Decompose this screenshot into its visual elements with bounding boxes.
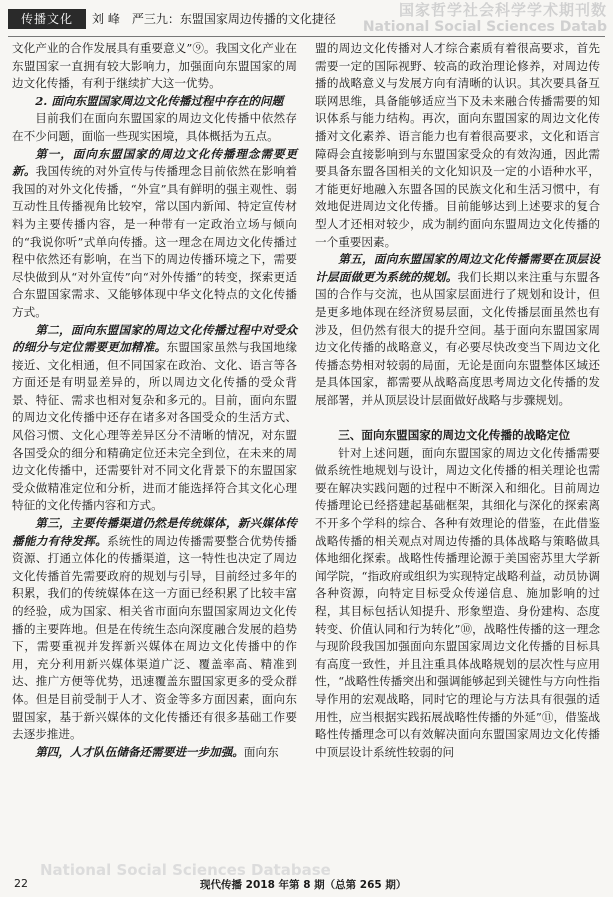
page-footer [0,855,613,897]
section-heading: 三、面向东盟国家的周边文化传播的战略定位 [338,428,571,443]
paragraph [12,40,297,93]
paragraph-lead: 第二，面向东盟国家的周边文化传播过程中对受众的细分与定位需要更加精准。 [12,322,297,355]
page-header [0,0,613,40]
paragraph-text: 系统性的周边传播需要整合优势传播资源、打通立体化的传播渠道，这一特性也决定了周边文化传播首先需要政府的规划与引导，目前经过多年的积累，我们的传统媒体在这一方面已经积累了比较丰富的经验，成为国家、相关省市面向东盟国家周边文化传播的主要阵地。但是在传统生态向深度融合发展的趋势下，需要重视并发挥新兴媒体在周边文化传播中的作用，充分利用新兴媒体渠道广泛、覆盖率高、精准到达、推广方便等优势，迅速覆盖东盟国家更多的受众群体。但是目前受制于人才、资金等多方面因素，面向东盟国家，基于新兴媒体的文化传播还有很多基础工作要去逐步推进。 [12,533,297,742]
paragraph-text: 面向东 [243,744,279,759]
paragraph-text: 针对上述问题，面向东盟国家的周边文化传播需要做系统性地规划与设计，周边文化传播的相关理论也需要在解决实践问题的过程中不断深入和细化。目前周边传播理论已经搭建起基础框架，其细化与深化的探索离不开多个学科的综合、各种有效理论的借鉴，在此借鉴战略传播的相关观点对周边传播的具体战略与策略做具体地细化探索。战略性传播理论源于美国密苏里大学新闻学院，“指政府或组织为实现特定战略利益，动员协调各种资源，向特定目标受众传递信息、施加影响的过程，其目标包括认知提升、形象塑造、身份建构、态度转变、价值认同和行为转化”⑩，战略性传播的这一理念与现阶段我国加强面向东盟国家周边文化传播的目标具有高度一致性，并且注重具体战略规划的层次性与应用性，“战略性传播突出和强调能够起到关键性与方向性指导作用的宏观战略，同时它的理论与方法具有很强的适用性，应当根据实践拓展战略性传播的外延”⑪，借鉴战略性传播理念可以有效解决面向东盟国家周边文化传播中顶层设计系统性较弱的问 [315,445,600,759]
paragraph [12,515,297,744]
paragraph [12,146,297,322]
paragraph-text: 文化产业的合作发展具有重要意义”⑨。我国文化产业在东盟国家一直拥有较大影响力，加强面向东盟国家的周边文化传播，有利于继续扩大这一优势。 [12,41,297,91]
paragraph-lead: 第三，主要传播渠道仍然是传统媒体，新兴媒体传播能力有待发挥。 [12,516,297,548]
watermark-cn: 国家哲学社会科学学术期刊数 [398,1,607,19]
paragraph-lead: 第一，面向东盟国家的周边文化传播理念需要更新。 [12,146,297,179]
paragraph-text: 东盟国家虽然与我国地缘接近、文化相通，但不同国家在政治、文化、语言等各方面还是有明显差异的，所以周边文化传播的受众背景、特征、需求也相对复杂和多元的。目前，面向东盟的周边文化传播中还存在诸多对各国受众的生活方式、风俗习惯、文化心理等差异区分不清晰的情况，对东盟各国受众的细分和精确定位还未完全到位，在未来的周边文化传播中，还需要针对不同文化背景下的东盟国家受众做精准定位和分析，进而才能选择符合其文化心理特征的文化传播内容和方式。 [12,340,297,513]
paragraph [12,110,297,145]
paragraph [12,322,297,516]
paragraph-lead: 第四，人才队伍储备还需要进一步加强。 [35,744,244,759]
paragraph-lead: 第五，面向东盟国家的周边文化传播需要在顶层设计层面做更为系统的规划。 [315,252,600,284]
paragraph [315,251,600,409]
page-number: 22 [14,877,28,890]
watermark-bottom: National Social Sciences Database [40,861,331,879]
watermark-top [363,2,607,36]
right-column [315,40,600,761]
paragraph-gap [315,409,600,427]
paragraph: 2. 面向东盟国家周边文化传播过程中存在的问题 [35,93,284,108]
paragraph [12,744,297,762]
watermark-en: National Social Sciences Datab [362,19,607,35]
paragraph-text: 盟的周边文化传播对人才综合素质有着很高要求，首先需要一定的国际视野、较高的政治理论修养，对周边传播的战略意义与发展方向有清晰的认识。其次要具备互联网思维，具备能够适应当下及未来融合传播需要的知识体系与能力结构。再次，面向东盟国家的周边文化传播对文化素养、语言能力也有着很高要求，文化和语言障碍会直接影响到与东盟国家受众的有效沟通，因此需要具备东盟各国相关的文化知识及一定的小语种水平，才能更好地融入东盟各国的民族文化和生活习惯中，有效地促进周边文化传播。目前能够达到上述要求的复合型人才还相对较少，成为制约面向东盟周边文化传播的一个重要因素。 [315,41,600,249]
paragraph-text: 我们长期以来注重与东盟各国的合作与交流，也从国家层面进行了规划和设计，但是更多地体现在经济贸易层面，文化传播层面虽然也有涉及，但仍然有很大的提升空间。基于面向东盟国家周边文化传播的战略意义，有必要尽快改变当下周边文化传播态势相对较弱的局面，无论是面向东盟整体区域还是具体国家，都需要从战略高度思考周边文化传播的发展部署，并从顶层设计层面做好战略与步骤规划。 [315,269,600,407]
paragraph [315,445,600,762]
paragraph-text: 目前我们在面向东盟国家的周边文化传播中依然存在不少问题，面临一些现实困境，具体概括为五点。 [12,111,297,143]
running-title: 刘 峰 严三九：东盟国家周边传播的文化捷径 [92,12,336,26]
journal-info: 现代传播 2018 年第 8 期（总第 265 期） [200,879,407,891]
paragraph-text: 我国传统的对外宣传与传播理念目前依然在影响着我国的对外文化传播，“外宣”具有鲜明的强主观性、弱互动性且传播视角比较窄，常以国内新闻、特定宣传材料为主要传播内容，是一种带有一定政治立场与倾向的“我说你听”式单向传播。这一理念在周边文化传播过程中依然还有影响，在当下的周边传播环境之下，需要尽快做到从“对外宣传”向“对外传播”的转变，探索更适合东盟国家需求、又能够体现中华文化特点的文化传播方式。 [12,164,297,319]
paragraph [315,40,600,251]
header-rule [8,36,605,37]
left-column [12,40,297,761]
section-tag: 传播文化 [8,9,86,29]
